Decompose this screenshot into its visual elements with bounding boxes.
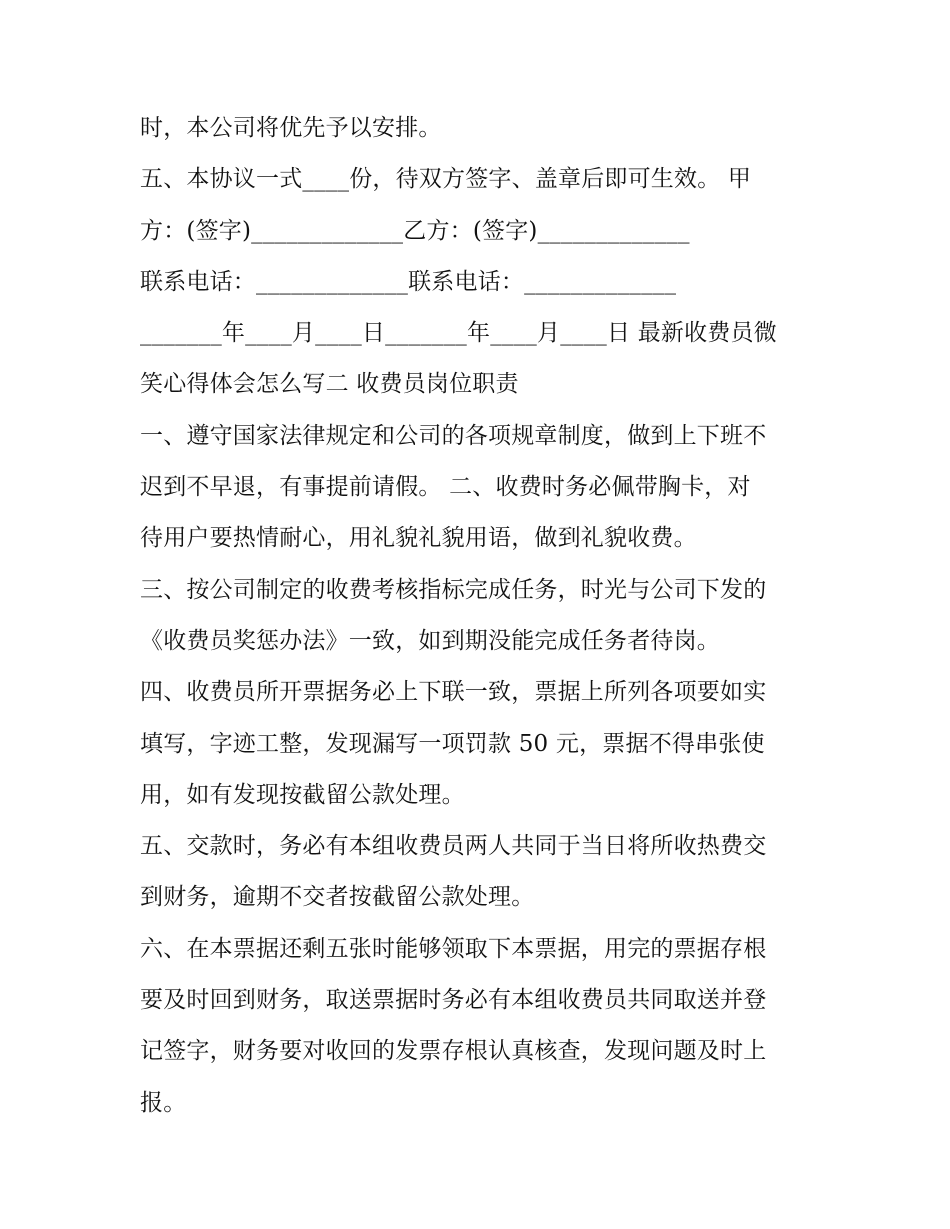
text-line: _______年____月____日_______年____月____日 最新收费员微 (140, 320, 777, 347)
text-line: 到财务，逾期不交者按截留公款处理。 (140, 884, 535, 911)
text-line: 用，如有发现按截留公款处理。 (140, 781, 465, 808)
text-line: 报。 (140, 1089, 187, 1116)
text-line: 要及时回到财务，取送票据时务必有本组收费员共同取送并登 (140, 987, 767, 1014)
text-line: 方：(签字)_____________乙方：(签字)_____________ (140, 217, 690, 244)
text-line: 五、本协议一式____份，待双方签字、盖章后即可生效。 甲 (140, 166, 752, 193)
text-line: 《收费员奖惩办法》一致，如到期没能完成任务者待岗。 (140, 627, 720, 654)
text-line: 记签字，财务要对收回的发票存根认真核查，发现问题及时上 (140, 1038, 767, 1065)
text-line: 联系电话：_____________联系电话：_____________ (140, 268, 677, 295)
text-line: 五、交款时，务必有本组收费员两人共同于当日将所收热费交 (140, 833, 767, 860)
text-line: 笑心得体会怎么写二 收费员岗位职责 (140, 371, 519, 398)
text-line: 一、遵守国家法律规定和公司的各项规章制度，做到上下班不 (140, 422, 767, 449)
text-line: 迟到不早退，有事提前请假。 二、收费时务必佩带胸卡，对 (140, 474, 751, 501)
text-line: 四、收费员所开票据务必上下联一致，票据上所列各项要如实 (140, 679, 767, 706)
text-line: 三、按公司制定的收费考核指标完成任务，时光与公司下发的 (140, 576, 767, 603)
text-line: 时，本公司将优先予以安排。 (140, 115, 442, 141)
text-line: 待用户要热情耐心，用礼貌礼貌用语，做到礼貌收费。 (140, 525, 697, 552)
text-line: 六、在本票据还剩五张时能够领取下本票据，用完的票据存根 (140, 935, 767, 962)
body-text (140, 103, 820, 1129)
text-line: 填写，字迹工整，发现漏写一项罚款 50 元，票据不得串张使 (140, 730, 765, 757)
